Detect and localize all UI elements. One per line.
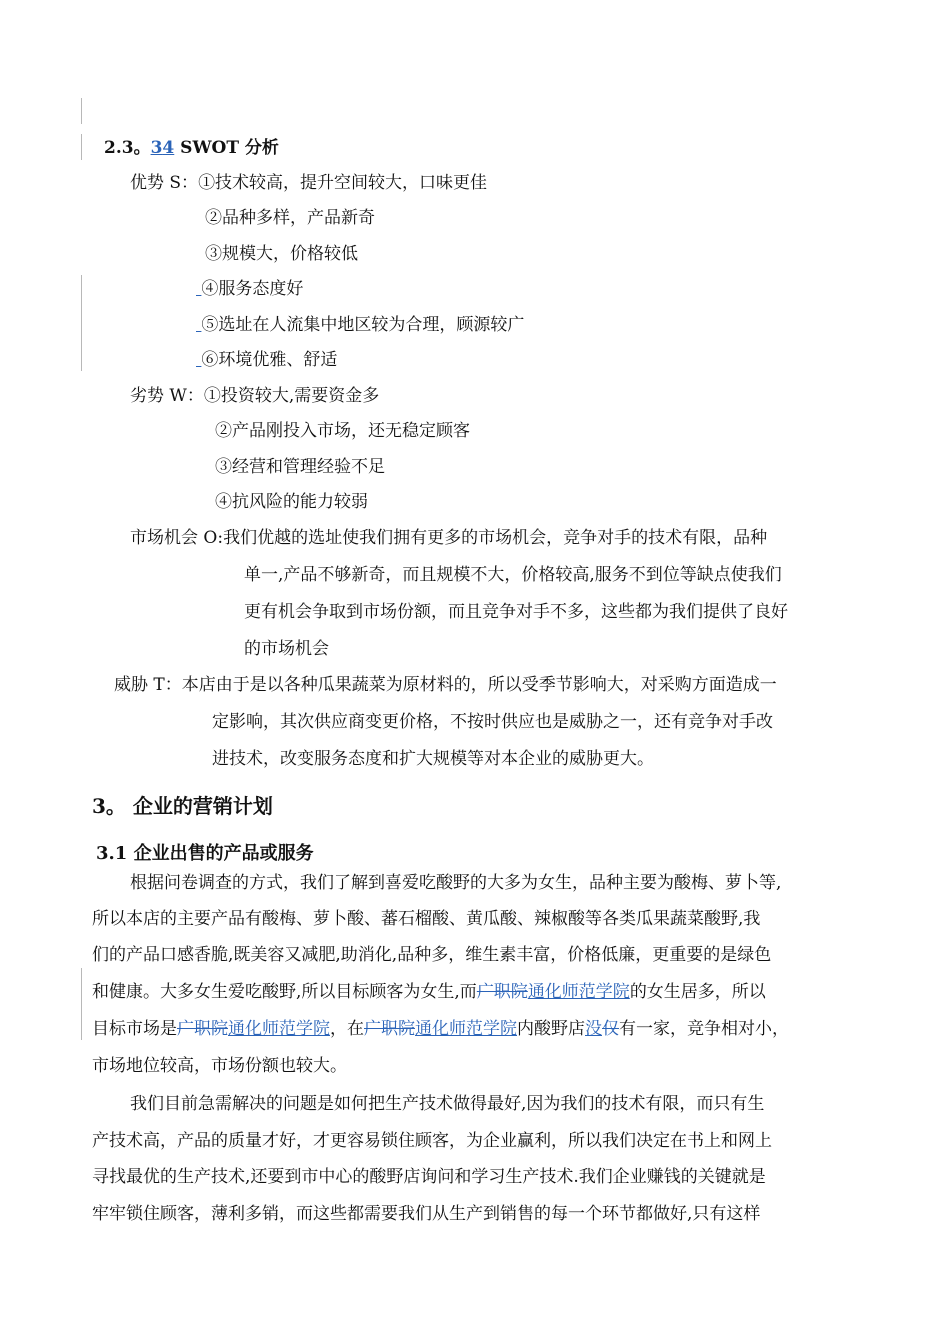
threats-line: 威胁 T：本店由于是以各种瓜果蔬菜为原材料的，所以受季节影响大，对采购方面造成一 — [114, 675, 777, 695]
threats-text: 定影响，其次供应商变更价格，不按时供应也是威胁之一，还有竞争对手改 — [212, 712, 773, 732]
swot-heading: 2.3。34 SWOT 分析 — [104, 138, 279, 158]
paragraph-line: 产技术高，产品的质量才好，才更容易锁住顾客，为企业赢利，所以我们决定在书上和网上 — [92, 1131, 772, 1151]
revision-deleted: 广职院 — [364, 1019, 415, 1039]
paragraph-line: 所以本店的主要产品有酸梅、萝卜酸、蕃石榴酸、黄瓜酸、辣椒酸等各类瓜果蔬菜酸野,我 — [92, 909, 761, 929]
paragraph-line: 我们目前急需解决的问题是如何把生产技术做得最好,因为我们的技术有限，而只有生 — [130, 1094, 765, 1114]
paragraph-line: 市场地位较高，市场份额也较大。 — [92, 1056, 347, 1076]
revision-inserted: 通化师范学院 — [415, 1019, 517, 1039]
section-title: 3。 企业的营销计划 — [92, 794, 273, 818]
strength-item: ①技术较高，提升空间较大，口味更佳 — [198, 173, 488, 193]
revision-inserted: 通化师范学院 — [228, 1019, 330, 1039]
revision-deleted: 3 — [150, 138, 163, 158]
change-bar — [81, 275, 82, 371]
weaknesses-line — [130, 385, 379, 407]
weakness-item: ③经营和管理经验不足 — [215, 457, 385, 477]
change-bar — [81, 968, 82, 1040]
revision-deleted: 广职院 — [476, 982, 528, 1002]
revision-inserted: 4 — [162, 138, 175, 158]
strengths-line — [130, 172, 487, 194]
strength-item: ⑥环境优雅、舒适 — [196, 349, 337, 371]
threats-text: 进技术，改变服务态度和扩大规模等对本企业的威胁更大。 — [212, 749, 654, 769]
paragraph-line: 们的产品口感香脆,既美容又减肥,助消化,品种多，维生素丰富，价格低廉，更重要的是绿色 — [92, 945, 772, 965]
revision-deleted: 仅 — [602, 1019, 619, 1039]
opportunities-line: 市场机会 O:我们优越的选址使我们拥有更多的市场机会，竞争对手的技术有限，品种 — [130, 528, 768, 548]
opportunities-text: 更有机会争取到市场份额，而且竞争对手不多，这些都为我们提供了良好 — [244, 602, 788, 622]
opportunities-text: 的市场机会 — [244, 639, 329, 659]
revision-inserted: 通化师范学院 — [527, 982, 630, 1002]
weakness-item: ④抗风险的能力较弱 — [215, 492, 368, 512]
strengths-label: 优势 S： — [130, 173, 199, 193]
weakness-item: ①投资较大,需要资金多 — [203, 386, 380, 406]
revision-deleted: 广职院 — [177, 1019, 228, 1039]
paragraph-line: 和健康。大多女生爱吃酸野,所以目标顾客为女生,而广职院通化师范学院的女生居多，所以 — [92, 982, 766, 1002]
threats-label: 威胁 T： — [114, 675, 182, 695]
paragraph-line: 寻找最优的生产技术,还要到市中心的酸野店询问和学习生产技术.我们企业赚钱的关键就是 — [92, 1167, 766, 1187]
weakness-item: ②产品刚投入市场，还无稳定顾客 — [215, 421, 470, 441]
strength-item: ④服务态度好 — [196, 278, 303, 300]
strength-item: ⑤选址在人流集中地区较为合理，顾源较广 — [196, 314, 524, 336]
opportunities-label: 市场机会 O: — [130, 528, 224, 548]
strength-item: ③规模大，价格较低 — [205, 244, 358, 264]
paragraph-line: 目标市场是广职院通化师范学院，在广职院通化师范学院内酸野店没仅有一家，竞争相对小， — [92, 1019, 789, 1039]
change-bar — [81, 134, 82, 160]
revision-inserted: 没 — [585, 1019, 602, 1039]
opportunities-text: 单一,产品不够新奇，而且规模不大，价格较高,服务不到位等缺点使我们 — [244, 565, 782, 585]
weaknesses-label: 劣势 W： — [130, 386, 204, 406]
change-bar — [81, 98, 82, 124]
paragraph-line: 根据问卷调查的方式，我们了解到喜爱吃酸野的大多为女生，品种主要为酸梅、萝卜等, — [130, 873, 782, 893]
subsection-title: 3.1 企业出售的产品或服务 — [96, 843, 314, 864]
paragraph-line: 牢牢锁住顾客，薄利多销，而这些都需要我们从生产到销售的每一个环节都做好,只有这样 — [92, 1204, 761, 1224]
strength-item: ②品种多样，产品新奇 — [205, 208, 375, 228]
